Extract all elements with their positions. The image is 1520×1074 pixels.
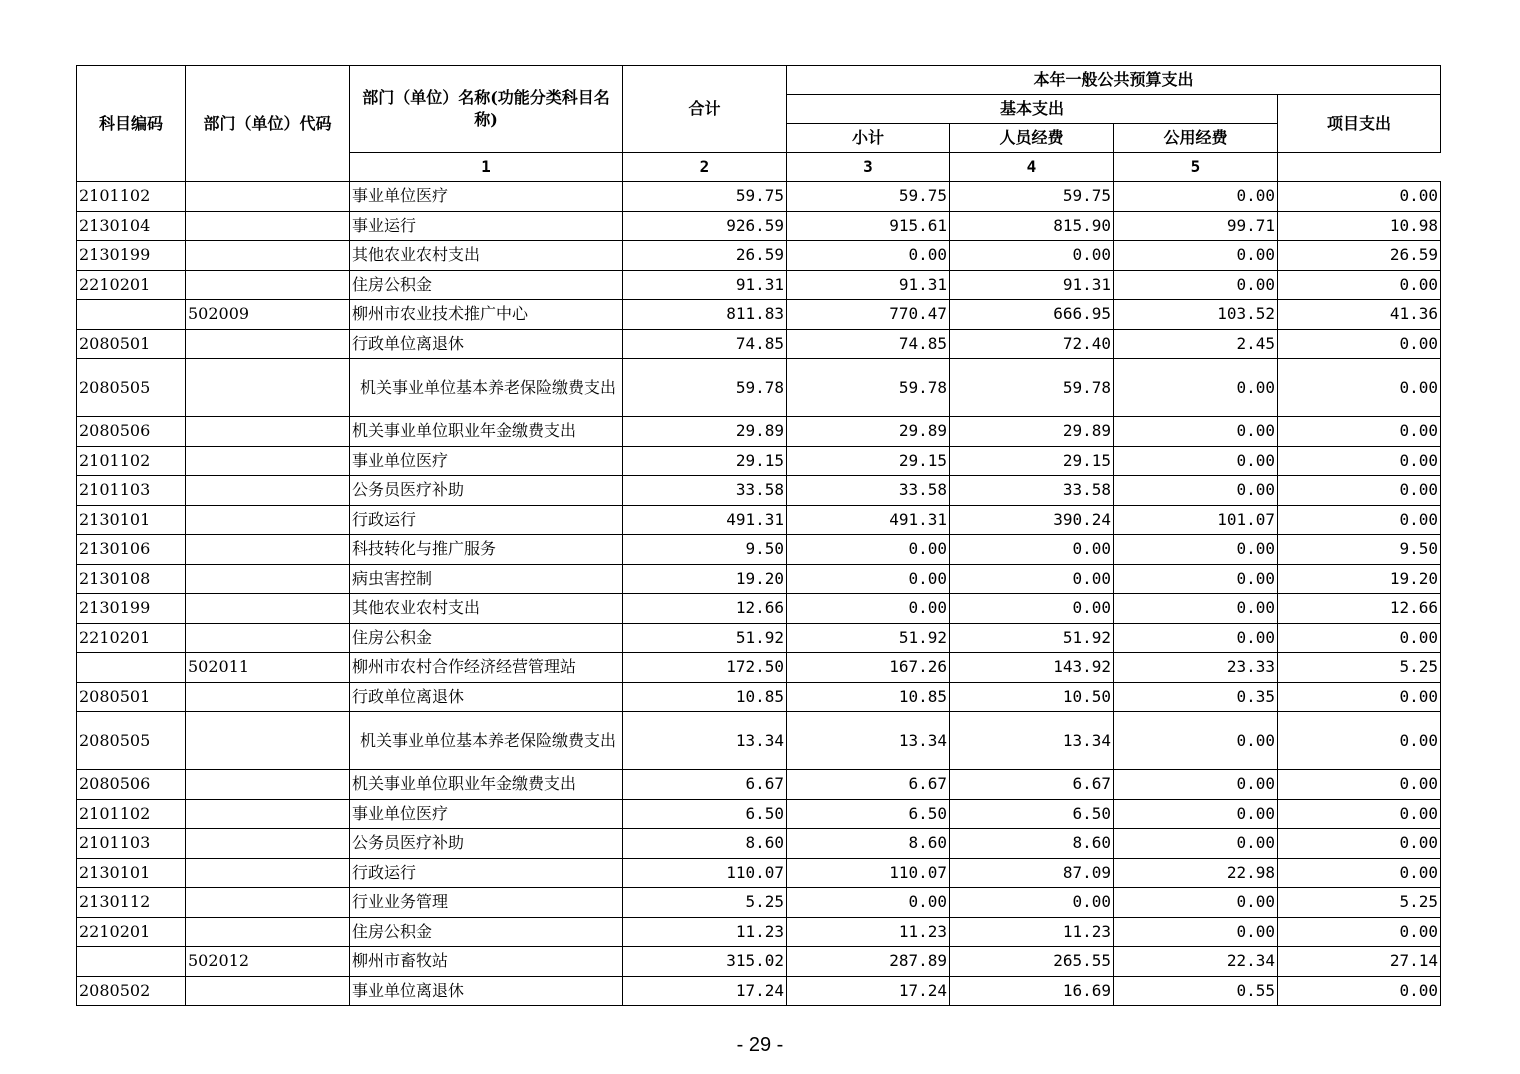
public-use-cell: 2.45 (1114, 329, 1278, 359)
subtotal-cell: 6.67 (787, 770, 950, 800)
header-subject-code: 科目编码 (77, 66, 186, 182)
table-row (77, 947, 1441, 977)
dept-code-cell (186, 712, 350, 770)
dept-code-cell (186, 888, 350, 918)
dept-code-cell: 502009 (186, 300, 350, 330)
subtotal-cell: 915.61 (787, 211, 950, 241)
public-use-cell: 99.71 (1114, 211, 1278, 241)
total-cell: 315.02 (623, 947, 787, 977)
project-cell: 19.20 (1278, 564, 1441, 594)
dept-name-cell: 公务员医疗补助 (350, 829, 623, 859)
public-use-cell: 0.00 (1114, 829, 1278, 859)
header-index-1: 1 (350, 153, 623, 182)
project-cell: 9.50 (1278, 535, 1441, 565)
personnel-cell: 16.69 (950, 976, 1114, 1006)
dept-name-cell: 柳州市农业技术推广中心 (350, 300, 623, 330)
subtotal-cell: 287.89 (787, 947, 950, 977)
dept-code-cell (186, 594, 350, 624)
subject-code-cell: 2210201 (77, 917, 186, 947)
header-index-4: 4 (950, 153, 1114, 182)
subject-code-cell: 2130104 (77, 211, 186, 241)
personnel-cell: 0.00 (950, 888, 1114, 918)
subtotal-cell: 167.26 (787, 653, 950, 683)
subject-code-cell: 2130101 (77, 505, 186, 535)
public-use-cell: 0.00 (1114, 770, 1278, 800)
public-use-cell: 0.00 (1114, 446, 1278, 476)
header-public-use: 公用经费 (1114, 124, 1278, 153)
project-cell: 0.00 (1278, 270, 1441, 300)
total-cell: 74.85 (623, 329, 787, 359)
personnel-cell: 59.75 (950, 182, 1114, 212)
project-cell: 26.59 (1278, 241, 1441, 271)
project-cell: 10.98 (1278, 211, 1441, 241)
project-cell: 12.66 (1278, 594, 1441, 624)
dept-name-cell: 行政单位离退休 (350, 682, 623, 712)
public-use-cell: 0.55 (1114, 976, 1278, 1006)
subject-code-cell: 2101102 (77, 446, 186, 476)
project-cell: 0.00 (1278, 623, 1441, 653)
project-cell: 0.00 (1278, 417, 1441, 447)
total-cell: 33.58 (623, 476, 787, 506)
table-body (77, 182, 1441, 1006)
public-use-cell: 22.34 (1114, 947, 1278, 977)
subject-code-cell (77, 653, 186, 683)
subject-code-cell: 2080506 (77, 417, 186, 447)
header-personnel: 人员经费 (950, 124, 1114, 153)
personnel-cell: 51.92 (950, 623, 1114, 653)
total-cell: 12.66 (623, 594, 787, 624)
table-row (77, 417, 1441, 447)
subtotal-cell: 6.50 (787, 799, 950, 829)
header-index-5: 5 (1114, 153, 1278, 182)
subject-code-cell: 2080502 (77, 976, 186, 1006)
personnel-cell: 0.00 (950, 241, 1114, 271)
total-cell: 9.50 (623, 535, 787, 565)
project-cell: 0.00 (1278, 976, 1441, 1006)
dept-name-cell: 事业单位离退休 (350, 976, 623, 1006)
dept-name-cell: 机关事业单位职业年金缴费支出 (350, 770, 623, 800)
dept-name-cell: 其他农业农村支出 (350, 594, 623, 624)
dept-code-cell (186, 682, 350, 712)
header-index-2: 2 (623, 153, 787, 182)
table-row (77, 623, 1441, 653)
dept-name-cell: 公务员医疗补助 (350, 476, 623, 506)
dept-code-cell: 502012 (186, 947, 350, 977)
total-cell: 5.25 (623, 888, 787, 918)
subtotal-cell: 13.34 (787, 712, 950, 770)
table-row (77, 976, 1441, 1006)
project-cell: 0.00 (1278, 359, 1441, 417)
table-row (77, 476, 1441, 506)
personnel-cell: 72.40 (950, 329, 1114, 359)
table-row (77, 535, 1441, 565)
dept-code-cell (186, 241, 350, 271)
dept-name-cell: 其他农业农村支出 (350, 241, 623, 271)
dept-code-cell (186, 329, 350, 359)
dept-name-cell: 机关事业单位基本养老保险缴费支出 (350, 359, 623, 417)
subtotal-cell: 491.31 (787, 505, 950, 535)
dept-name-cell: 行政运行 (350, 858, 623, 888)
table-row (77, 829, 1441, 859)
header-dept-code: 部门（单位）代码 (186, 66, 350, 182)
table-row (77, 888, 1441, 918)
public-use-cell: 0.00 (1114, 594, 1278, 624)
subtotal-cell: 110.07 (787, 858, 950, 888)
dept-code-cell (186, 829, 350, 859)
header-subtotal: 小计 (787, 124, 950, 153)
table-header (77, 66, 1441, 182)
personnel-cell: 8.60 (950, 829, 1114, 859)
dept-name-cell: 柳州市农村合作经济经营管理站 (350, 653, 623, 683)
subject-code-cell: 2130101 (77, 858, 186, 888)
subtotal-cell: 17.24 (787, 976, 950, 1006)
personnel-cell: 13.34 (950, 712, 1114, 770)
total-cell: 6.50 (623, 799, 787, 829)
public-use-cell: 0.00 (1114, 917, 1278, 947)
table-row (77, 446, 1441, 476)
personnel-cell: 10.50 (950, 682, 1114, 712)
personnel-cell: 815.90 (950, 211, 1114, 241)
dept-name-cell: 住房公积金 (350, 270, 623, 300)
total-cell: 172.50 (623, 653, 787, 683)
public-use-cell: 0.00 (1114, 623, 1278, 653)
personnel-cell: 29.15 (950, 446, 1114, 476)
table-row (77, 329, 1441, 359)
subject-code-cell: 2080505 (77, 712, 186, 770)
project-cell: 5.25 (1278, 888, 1441, 918)
dept-code-cell (186, 623, 350, 653)
dept-name-cell: 机关事业单位职业年金缴费支出 (350, 417, 623, 447)
personnel-cell: 0.00 (950, 594, 1114, 624)
header-dept-name: 部门（单位）名称(功能分类科目名称) (350, 66, 623, 153)
table-row (77, 505, 1441, 535)
public-use-cell: 0.00 (1114, 476, 1278, 506)
project-cell: 0.00 (1278, 446, 1441, 476)
dept-name-cell: 事业单位医疗 (350, 446, 623, 476)
total-cell: 6.67 (623, 770, 787, 800)
table-row (77, 211, 1441, 241)
subtotal-cell: 8.60 (787, 829, 950, 859)
personnel-cell: 265.55 (950, 947, 1114, 977)
total-cell: 51.92 (623, 623, 787, 653)
project-cell: 0.00 (1278, 829, 1441, 859)
personnel-cell: 11.23 (950, 917, 1114, 947)
dept-code-cell (186, 535, 350, 565)
dept-code-cell (186, 476, 350, 506)
subject-code-cell: 2130106 (77, 535, 186, 565)
subject-code-cell: 2101103 (77, 829, 186, 859)
subtotal-cell: 0.00 (787, 888, 950, 918)
subtotal-cell: 0.00 (787, 241, 950, 271)
public-use-cell: 23.33 (1114, 653, 1278, 683)
personnel-cell: 6.50 (950, 799, 1114, 829)
total-cell: 11.23 (623, 917, 787, 947)
personnel-cell: 91.31 (950, 270, 1114, 300)
project-cell: 0.00 (1278, 917, 1441, 947)
project-cell: 0.00 (1278, 682, 1441, 712)
personnel-cell: 29.89 (950, 417, 1114, 447)
subtotal-cell: 33.58 (787, 476, 950, 506)
public-use-cell: 0.00 (1114, 888, 1278, 918)
personnel-cell: 87.09 (950, 858, 1114, 888)
project-cell: 27.14 (1278, 947, 1441, 977)
header-index-3: 3 (787, 153, 950, 182)
public-use-cell: 103.52 (1114, 300, 1278, 330)
project-cell: 0.00 (1278, 182, 1441, 212)
project-cell: 0.00 (1278, 712, 1441, 770)
total-cell: 13.34 (623, 712, 787, 770)
public-use-cell: 0.00 (1114, 564, 1278, 594)
public-use-cell: 101.07 (1114, 505, 1278, 535)
subtotal-cell: 74.85 (787, 329, 950, 359)
personnel-cell: 59.78 (950, 359, 1114, 417)
total-cell: 59.78 (623, 359, 787, 417)
table-row (77, 359, 1441, 417)
public-use-cell: 0.00 (1114, 359, 1278, 417)
table-row (77, 300, 1441, 330)
dept-name-cell: 机关事业单位基本养老保险缴费支出 (350, 712, 623, 770)
subtotal-cell: 59.75 (787, 182, 950, 212)
dept-code-cell (186, 799, 350, 829)
subject-code-cell (77, 947, 186, 977)
subtotal-cell: 0.00 (787, 535, 950, 565)
dept-name-cell: 科技转化与推广服务 (350, 535, 623, 565)
subject-code-cell: 2130199 (77, 594, 186, 624)
total-cell: 59.75 (623, 182, 787, 212)
public-use-cell: 0.00 (1114, 799, 1278, 829)
dept-code-cell (186, 182, 350, 212)
table-row (77, 799, 1441, 829)
personnel-cell: 0.00 (950, 564, 1114, 594)
project-cell: 0.00 (1278, 770, 1441, 800)
personnel-cell: 666.95 (950, 300, 1114, 330)
subject-code-cell: 2130112 (77, 888, 186, 918)
dept-code-cell (186, 359, 350, 417)
subject-code-cell: 2101103 (77, 476, 186, 506)
subtotal-cell: 29.15 (787, 446, 950, 476)
table-row (77, 712, 1441, 770)
total-cell: 491.31 (623, 505, 787, 535)
total-cell: 10.85 (623, 682, 787, 712)
table-row (77, 653, 1441, 683)
subject-code-cell: 2130199 (77, 241, 186, 271)
public-use-cell: 0.35 (1114, 682, 1278, 712)
subtotal-cell: 11.23 (787, 917, 950, 947)
subject-code-cell: 2080501 (77, 329, 186, 359)
dept-code-cell (186, 446, 350, 476)
page-number: - 29 - (736, 1034, 784, 1056)
personnel-cell: 6.67 (950, 770, 1114, 800)
subject-code-cell: 2101102 (77, 799, 186, 829)
total-cell: 110.07 (623, 858, 787, 888)
header-current-year: 本年一般公共预算支出 (787, 66, 1441, 95)
dept-code-cell (186, 858, 350, 888)
dept-name-cell: 事业单位医疗 (350, 799, 623, 829)
dept-name-cell: 行业业务管理 (350, 888, 623, 918)
table-row (77, 564, 1441, 594)
table-row (77, 241, 1441, 271)
dept-code-cell (186, 917, 350, 947)
total-cell: 926.59 (623, 211, 787, 241)
public-use-cell: 0.00 (1114, 270, 1278, 300)
total-cell: 17.24 (623, 976, 787, 1006)
project-cell: 0.00 (1278, 505, 1441, 535)
subtotal-cell: 0.00 (787, 564, 950, 594)
public-use-cell: 22.98 (1114, 858, 1278, 888)
project-cell: 5.25 (1278, 653, 1441, 683)
table-row (77, 182, 1441, 212)
budget-table (76, 65, 1441, 1006)
table-row (77, 270, 1441, 300)
table-row (77, 770, 1441, 800)
personnel-cell: 0.00 (950, 535, 1114, 565)
public-use-cell: 0.00 (1114, 241, 1278, 271)
table-row (77, 917, 1441, 947)
dept-code-cell (186, 564, 350, 594)
subject-code-cell: 2080501 (77, 682, 186, 712)
dept-code-cell (186, 270, 350, 300)
subtotal-cell: 51.92 (787, 623, 950, 653)
table-row (77, 682, 1441, 712)
dept-name-cell: 行政运行 (350, 505, 623, 535)
subject-code-cell (77, 300, 186, 330)
subtotal-cell: 59.78 (787, 359, 950, 417)
dept-name-cell: 柳州市畜牧站 (350, 947, 623, 977)
dept-code-cell (186, 505, 350, 535)
dept-code-cell (186, 417, 350, 447)
project-cell: 0.00 (1278, 799, 1441, 829)
project-cell: 0.00 (1278, 858, 1441, 888)
subtotal-cell: 0.00 (787, 594, 950, 624)
total-cell: 8.60 (623, 829, 787, 859)
dept-name-cell: 事业运行 (350, 211, 623, 241)
subject-code-cell: 2130108 (77, 564, 186, 594)
project-cell: 0.00 (1278, 476, 1441, 506)
subject-code-cell: 2210201 (77, 270, 186, 300)
total-cell: 91.31 (623, 270, 787, 300)
public-use-cell: 0.00 (1114, 535, 1278, 565)
public-use-cell: 0.00 (1114, 417, 1278, 447)
personnel-cell: 390.24 (950, 505, 1114, 535)
total-cell: 26.59 (623, 241, 787, 271)
subtotal-cell: 10.85 (787, 682, 950, 712)
subtotal-cell: 770.47 (787, 300, 950, 330)
personnel-cell: 143.92 (950, 653, 1114, 683)
table-row (77, 594, 1441, 624)
project-cell: 41.36 (1278, 300, 1441, 330)
dept-name-cell: 住房公积金 (350, 917, 623, 947)
subject-code-cell: 2101102 (77, 182, 186, 212)
dept-code-cell (186, 211, 350, 241)
dept-name-cell: 事业单位医疗 (350, 182, 623, 212)
dept-code-cell (186, 976, 350, 1006)
dept-code-cell (186, 770, 350, 800)
subtotal-cell: 91.31 (787, 270, 950, 300)
dept-name-cell: 病虫害控制 (350, 564, 623, 594)
total-cell: 29.15 (623, 446, 787, 476)
total-cell: 811.83 (623, 300, 787, 330)
subject-code-cell: 2080505 (77, 359, 186, 417)
total-cell: 19.20 (623, 564, 787, 594)
public-use-cell: 0.00 (1114, 182, 1278, 212)
subject-code-cell: 2210201 (77, 623, 186, 653)
header-project: 项目支出 (1278, 95, 1441, 153)
table-row (77, 858, 1441, 888)
subject-code-cell: 2080506 (77, 770, 186, 800)
dept-name-cell: 行政单位离退休 (350, 329, 623, 359)
dept-name-cell: 住房公积金 (350, 623, 623, 653)
header-basic: 基本支出 (787, 95, 1278, 124)
header-total: 合计 (623, 66, 787, 153)
personnel-cell: 33.58 (950, 476, 1114, 506)
public-use-cell: 0.00 (1114, 712, 1278, 770)
dept-code-cell: 502011 (186, 653, 350, 683)
total-cell: 29.89 (623, 417, 787, 447)
subtotal-cell: 29.89 (787, 417, 950, 447)
project-cell: 0.00 (1278, 329, 1441, 359)
